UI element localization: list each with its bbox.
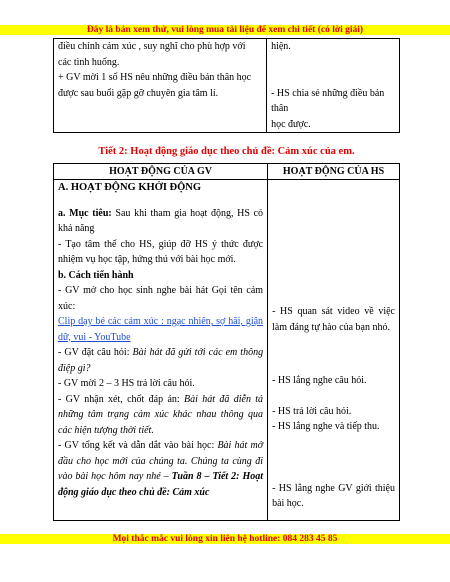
- italic-text: Bài hát đã gửi tới các em thông điệp gì?: [58, 347, 264, 374]
- gv-tong-ket: [58, 438, 263, 500]
- italic-text: Bài hát đã diễn tả những tâm trạng cảm xúc khác nhau thông qua các hiện tượng thời tiết.: [58, 393, 264, 436]
- gv-activity-cell: [54, 180, 268, 521]
- text-line: học được.: [271, 118, 311, 130]
- header-gv: HOẠT ĐỘNG CỦA GV: [54, 164, 268, 180]
- activity-table: [53, 163, 400, 521]
- hs-activity-cell: [268, 180, 400, 521]
- plain-text: - GV đặt câu hỏi:: [58, 347, 133, 358]
- muc-tieu-text: Sau khi tham gia hoạt động, HS có khả năng: [58, 207, 264, 234]
- section-title: Tiết 2: Hoạt động giáo dục theo chủ đề: Cảm xúc của em.: [98, 146, 355, 157]
- italic-text: Bài hát mở đầu cho học mới của chúng ta. Chúng ta cùng đi vào bài học hôm nay nhé –: [58, 440, 264, 482]
- preview-banner: Đây là bản xem thử, vui lòng mua tài liệu để xem chi tiết (có lời giải): [0, 25, 450, 35]
- hotline-banner: Mọi thắc mắc vui lòng xin liên hệ hotline: 084 283 45 85: [0, 534, 450, 544]
- gv-mo-cho: - GV mở cho học sinh nghe bài hát Gọi tên cảm xúc:: [58, 285, 264, 312]
- header-hs: HOẠT ĐỘNG CỦA HS: [268, 164, 400, 180]
- muc-tieu-label: a. Mục tiêu:: [58, 207, 112, 219]
- hs-lang-nghe-3: - HS lắng nghe GV giới thiệu bài học.: [272, 482, 395, 509]
- text-line: được sau buổi gặp gỡ chuyên gia tâm lí.: [58, 87, 219, 99]
- text-line: - HS chia sẻ những điều bản thân: [271, 87, 385, 114]
- hs-lang-nghe-1: - HS lắng nghe câu hỏi.: [272, 375, 367, 386]
- gv-moi: - GV mời 2 – 3 HS trả lời câu hỏi.: [58, 378, 195, 389]
- muc-tieu-paragraph: [58, 206, 263, 237]
- cach-tien-hanh: b. Cách tiến hành: [58, 269, 134, 281]
- bold-italic-text: Tuần 8 – Tiết 2: Hoạt động giáo dục theo chủ đề: Cảm xúc: [58, 471, 264, 498]
- continued-gv-cell: [54, 39, 267, 133]
- heading-khoi-dong: A. HOẠT ĐỘNG KHỞI ĐỘNG: [58, 182, 202, 193]
- text-line: hiện.: [271, 41, 291, 52]
- gv-nhan-xet: [58, 392, 263, 439]
- hs-lang-nghe-2: - HS lắng nghe và tiếp thu.: [272, 421, 380, 432]
- hs-tra-loi: - HS trả lời câu hỏi.: [272, 405, 352, 417]
- plain-text: - GV nhận xét, chốt đáp án:: [58, 393, 185, 405]
- gv-dat-cau-hoi: [58, 345, 263, 376]
- text-line: điều chỉnh cảm xúc , suy nghĩ cho phù hợp với: [58, 41, 246, 52]
- hs-quan-sat: - HS quan sát video về việc làm đáng tự hào của bạn nhỏ.: [272, 306, 395, 333]
- continued-table: [53, 38, 400, 133]
- text-line: các tình huống.: [58, 56, 120, 68]
- continued-hs-cell: [267, 39, 400, 133]
- text-line: + GV mời 1 số HS nêu những điều bản thân học: [58, 72, 252, 83]
- youtube-link[interactable]: Clip dạy bé các cảm xúc : ngạc nhiên, sợ hãi, giận dữ, vui - YouTube: [58, 316, 264, 343]
- tao-tam-the: - Tạo tâm thế cho HS, giúp đỡ HS ý thức được nhiệm vụ học tập, hứng thú với bài học mới.: [58, 238, 264, 265]
- plain-text: - GV tổng kết và dẫn dắt vào bài học:: [58, 440, 218, 451]
